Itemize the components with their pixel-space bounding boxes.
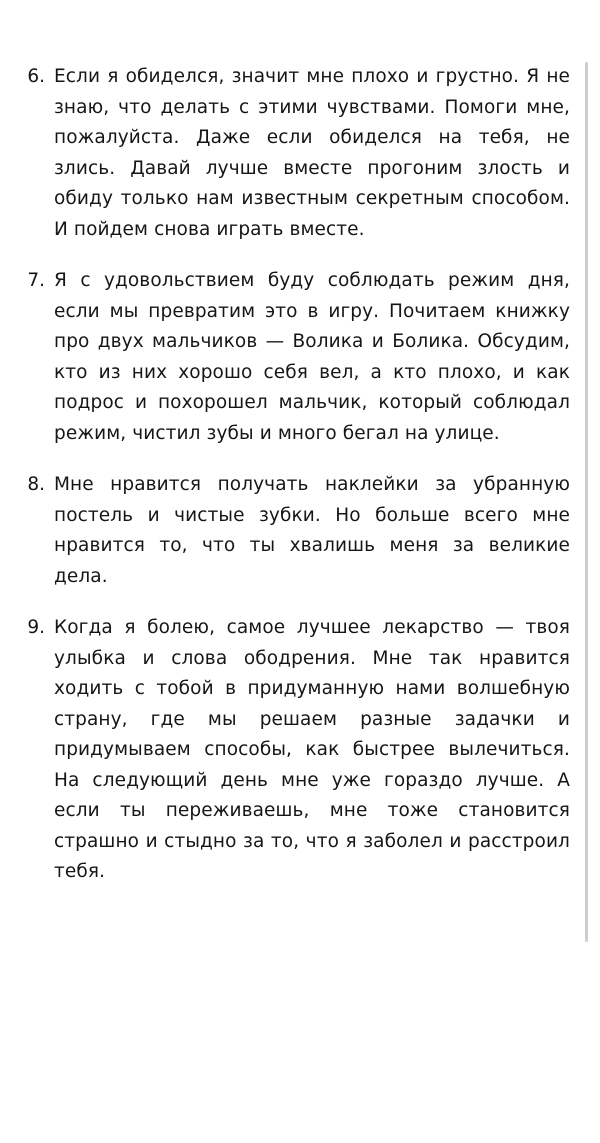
- list-item-number: 6.: [27, 66, 45, 87]
- scrollbar-track[interactable]: [591, 0, 594, 1143]
- list-item-number: 9.: [27, 617, 45, 638]
- list-item-text: Когда я болею, самое лучшее лекарство — твоя улыбка и слова ободрения. Мне так нравится ходить с тобой в придуманную нами волшебную страну, где мы решаем разные задачки и придумываем способы, как быстрее вылечиться. На следующий день мне уже гораздо лучше. А если ты переживаешь, мне тоже становится страшно и стыдно за то, что я заболел и расстроил тебя.: [54, 617, 570, 882]
- list-item-text: Я с удовольствием буду соблюдать режим дня, если мы превратим это в игру. Почитаем книжку про двух мальчиков — Волика и Болика. Обсудим, кто из них хорошо себя вел, а кто плохо, и как подрос и похорошел мальчик, который соблюдал режим, чистил зубы и много бегал на улице.: [54, 270, 570, 444]
- list-item: [24, 470, 570, 592]
- numbered-list: [24, 62, 570, 888]
- list-item: [24, 266, 570, 449]
- scrollbar-thumb[interactable]: [585, 62, 588, 942]
- list-item: [24, 613, 570, 888]
- list-item: [24, 62, 570, 245]
- list-item-number: 7.: [27, 270, 45, 291]
- list-item-number: 8.: [27, 474, 45, 495]
- list-item-text: Если я обиделся, значит мне плохо и грустно. Я не знаю, что делать с этими чувствами. Помоги мне, пожалуйста. Даже если обиделся на тебя, не злись. Давай лучше вместе прогоним злость и обиду только нам известным секретным способом. И пойдем снова играть вместе.: [54, 66, 570, 240]
- list-item-text: Мне нравится получать наклейки за убранную постель и чистые зубки. Но больше всего мне нравится то, что ты хвалишь меня за великие дела.: [54, 474, 570, 587]
